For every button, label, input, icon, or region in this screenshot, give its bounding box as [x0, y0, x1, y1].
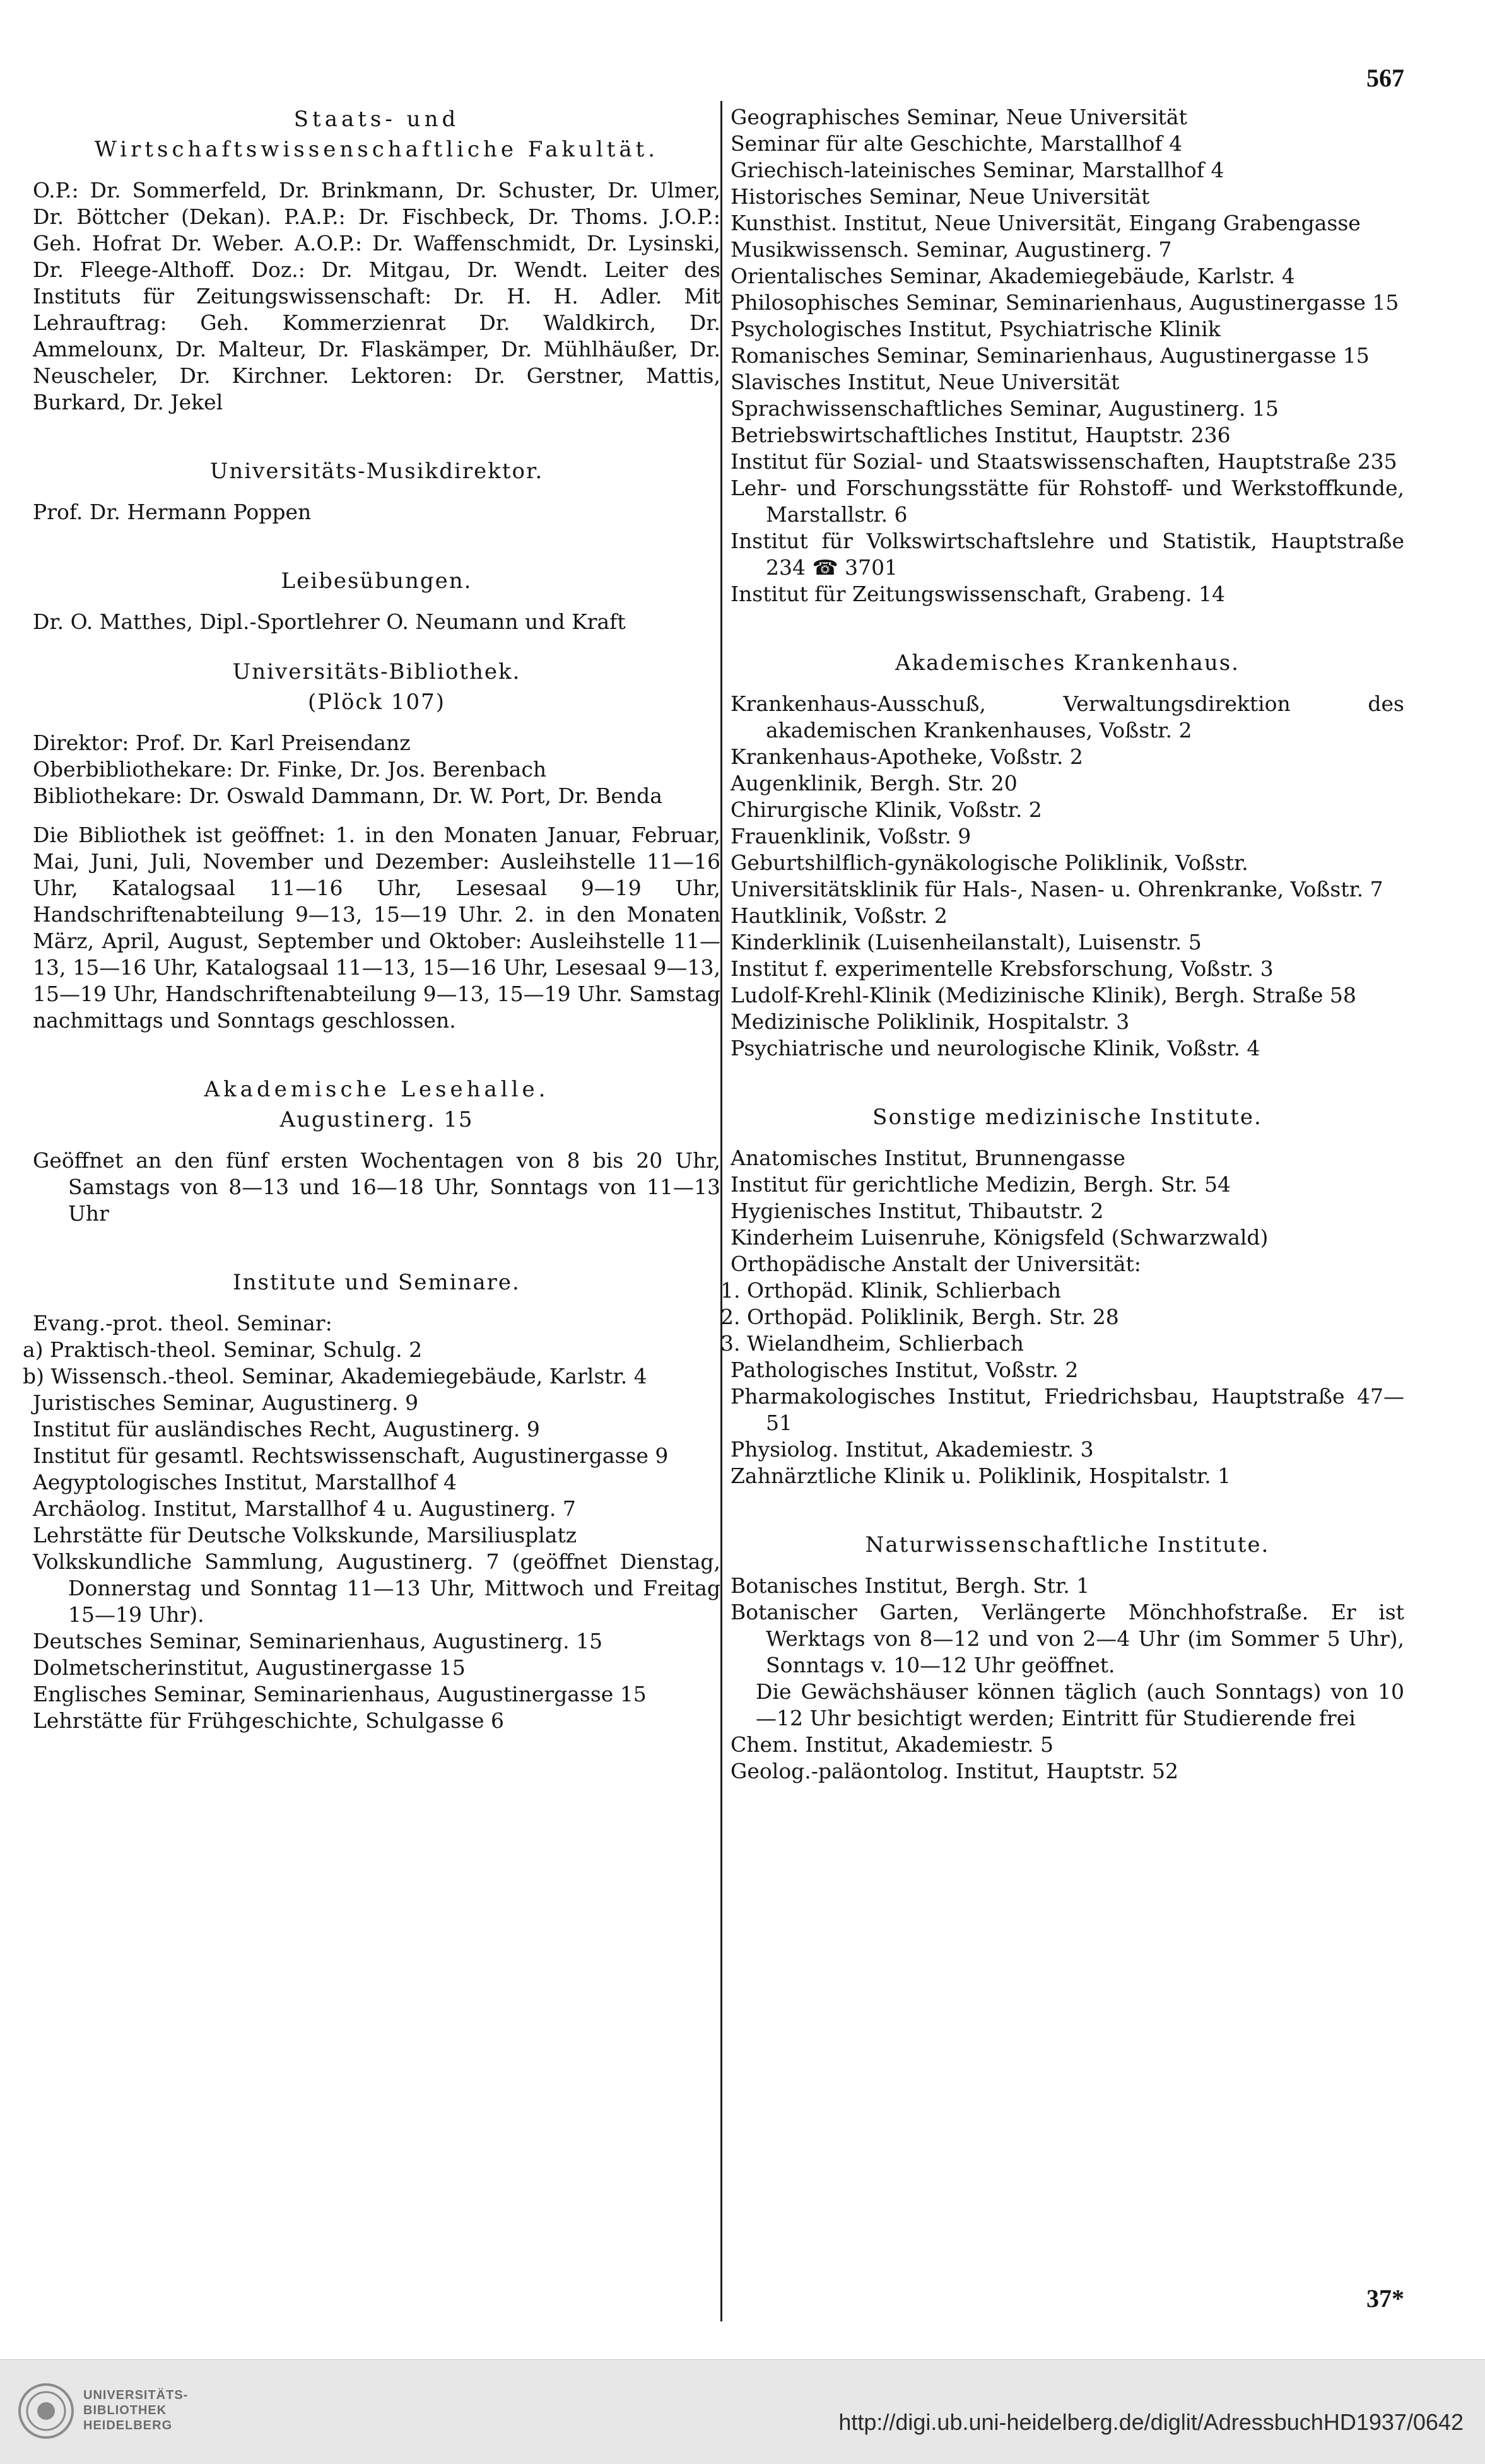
list-item: Frauenklinik, Voßstr. 9	[731, 824, 971, 848]
logo-line-3: HEIDELBERG	[83, 2419, 173, 2432]
list-item: Medizinische Poliklinik, Hospitalstr. 3	[731, 1009, 1130, 1034]
library-logo[interactable]	[18, 2376, 194, 2446]
list-item: Botanischer Garten, Verlängerte Mönchhofstraße. Er ist Werktags von 8—12 und von 2—4 Uhr (im Sommer 5 Uhr), Sonntags v. 10—12 Uhr geöffnet.	[731, 1600, 1404, 1677]
list-item: Sprachwissenschaftliches Seminar, Augustinerg. 15	[731, 396, 1279, 421]
list-item: Institut für ausländisches Recht, Augustinerg. 9	[33, 1417, 540, 1441]
logo-line-1: UNIVERSITÄTS-	[83, 2388, 189, 2402]
list-item: 2. Orthopäd. Poliklinik, Bergh. Str. 28	[720, 1305, 1119, 1329]
list-item: Kinderklinik (Luisenheilanstalt), Luisenstr. 5	[731, 930, 1202, 954]
library-title: Universitäts-Bibliothek.	[232, 659, 521, 684]
list-item: Lehr- und Forschungsstätte für Rohstoff- und Werkstoffkunde, Marstallstr. 6	[731, 476, 1404, 527]
list-item: Historisches Seminar, Neue Universität	[731, 184, 1150, 209]
music-director-text: Prof. Dr. Hermann Poppen	[33, 500, 312, 524]
list-item: Geographisches Seminar, Neue Universität	[731, 105, 1187, 129]
list-item: Geolog.-paläontolog. Institut, Hauptstr. 52	[731, 1759, 1178, 1783]
list-item: Dolmetscherinstitut, Augustinergasse 15	[33, 1655, 466, 1680]
right-column	[720, 104, 1404, 1785]
sport-title: Leibesübungen.	[281, 568, 472, 594]
list-item: Pharmakologisches Institut, Friedrichsbau, Hauptstraße 47—51	[731, 1384, 1404, 1435]
list-item: Botanisches Institut, Bergh. Str. 1	[731, 1573, 1090, 1598]
list-item: Englisches Seminar, Seminarienhaus, Augustinergasse 15	[33, 1682, 647, 1706]
library-director: Direktor: Prof. Dr. Karl Preisendanz	[33, 730, 411, 755]
list-item: Evang.-prot. theol. Seminar:	[33, 1311, 332, 1335]
sport-text: Dr. O. Matthes, Dipl.-Sportlehrer O. Neumann und Kraft	[33, 609, 626, 634]
list-item: Slavisches Institut, Neue Universität	[731, 370, 1120, 394]
list-item: Krankenhaus-Ausschuß, Verwaltungsdirektion des akademischen Krankenhauses, Voßstr. 2	[731, 691, 1404, 742]
page-number: 567	[1366, 64, 1404, 92]
list-item: Griechisch-lateinisches Seminar, Marstallhof 4	[731, 158, 1224, 182]
list-item: Institut für Sozial- und Staatswissenschaften, Hauptstraße 235	[731, 449, 1397, 474]
list-item: Betriebswirtschaftliches Institut, Hauptstr. 236	[731, 423, 1231, 447]
list-item: a) Praktisch-theol. Seminar, Schulg. 2	[23, 1337, 423, 1362]
list-item: Anatomisches Institut, Brunnengasse	[731, 1146, 1125, 1170]
institutes-title: Institute und Seminare.	[233, 1270, 520, 1295]
library-subtitle: (Plöck 107)	[307, 689, 446, 715]
list-item: Seminar für alte Geschichte, Marstallhof 4	[731, 131, 1183, 156]
list-item: Philosophisches Seminar, Seminarienhaus, Augustinergasse 15	[731, 290, 1399, 315]
source-url-link[interactable]: http://digi.ub.uni-heidelberg.de/diglit/AdressbuchHD1937/0642	[838, 2409, 1464, 2435]
list-item: Psychologisches Institut, Psychiatrische Klinik	[731, 317, 1221, 341]
list-item: Institut f. experimentelle Krebsforschung, Voßstr. 3	[731, 956, 1274, 981]
list-item: Institut für gerichtliche Medizin, Bergh. Str. 54	[731, 1172, 1231, 1197]
list-item: Lehrstätte für Frühgeschichte, Schulgasse 6	[33, 1708, 505, 1733]
list-item: Ludolf-Krehl-Klinik (Medizinische Klinik), Bergh. Straße 58	[731, 983, 1356, 1007]
list-item: Psychiatrische und neurologische Klinik, Voßstr. 4	[731, 1036, 1260, 1060]
list-item: Zahnärztliche Klinik u. Poliklinik, Hospitalstr. 1	[731, 1464, 1231, 1488]
list-item: Kinderheim Luisenruhe, Königsfeld (Schwarzwald)	[731, 1225, 1269, 1250]
list-item: Aegyptologisches Institut, Marstallhof 4	[33, 1470, 457, 1494]
list-item: Juristisches Seminar, Augustinerg. 9	[33, 1390, 419, 1415]
list-item: Orthopädische Anstalt der Universität:	[731, 1252, 1141, 1276]
list-item: Volkskundliche Sammlung, Augustinerg. 7 (geöffnet Dienstag, Donnerstag und Sonntag 11—13 Uhr, Mittwoch und Freitag 15—19 Uhr).	[33, 1549, 720, 1627]
library-opening-hours: Die Bibliothek ist geöffnet: 1. in den Monaten Januar, Februar, Mai, Juni, Juli, November und Dezember: Ausleihstelle 11—16 Uhr, Katalogsaal 11—16 Uhr, Lesesaal 9—19 Uhr, Handschriftenabteilung 9—13, 15—19 Uhr. 2. in den Monaten März, April, August, September und Oktober: Ausleihstelle 11—13, 15—16 Uhr, Katalogsaal 11—13, 15—16 Uhr, Lesesaal 9—13, 15—19 Uhr, Handschriftenabteilung 9—13, 15—19 Uhr. Samstag nachmittags und Sonntags geschlossen.	[33, 823, 720, 1033]
list-item: Deutsches Seminar, Seminarienhaus, Augustinerg. 15	[33, 1629, 603, 1653]
music-director-title: Universitäts-Musikdirektor.	[209, 459, 544, 484]
list-item: Geburtshilflich-gynäkologische Poliklinik, Voßstr.	[731, 850, 1248, 875]
list-item: Institut für Zeitungswissenschaft, Grabeng. 14	[731, 582, 1225, 606]
faculty-title-line2: Wirtschaftswissenschaftliche Fakultät.	[94, 137, 659, 162]
list-item: Chirurgische Klinik, Voßstr. 2	[731, 797, 1042, 822]
list-item: Hautklinik, Voßstr. 2	[731, 903, 948, 928]
science-institutes-title: Naturwissenschaftliche Institute.	[865, 1532, 1270, 1558]
list-item: Orientalisches Seminar, Akademiegebäude, Karlstr. 4	[731, 264, 1295, 288]
library-seal-icon	[18, 2383, 74, 2439]
medical-institutes-title: Sonstige medizinische Institute.	[872, 1105, 1262, 1130]
list-item: Chem. Institut, Akademiestr. 5	[731, 1732, 1054, 1757]
list-item: Lehrstätte für Deutsche Volkskunde, Marsiliusplatz	[33, 1523, 577, 1547]
library-senior-librarians: Oberbibliothekare: Dr. Finke, Dr. Jos. Berenbach	[33, 757, 547, 782]
faculty-staff-text: O.P.: Dr. Sommerfeld, Dr. Brinkmann, Dr. Schuster, Dr. Ulmer, Dr. Böttcher (Dekan). P.A.P.: Dr. Fischbeck, Dr. Thoms. J.O.P.: Geh. Hofrat Dr. Weber. A.O.P.: Dr. Waffenschmidt, Dr. Lysinski, Dr. Fleege-Althoff. Doz.: Dr. Mitgau, Dr. Wendt. Leiter des Instituts für Zeitungswissenschaft: Dr. H. H. Adler. Mit Lehrauftrag: Geh. Kommerzienrat Dr. Waldkirch, Dr. Ammelounx, Dr. Malteur, Dr. Flaskämper, Dr. Mühlhäußer, Dr. Neuscheler, Dr. Kirchner. Lektoren: Dr. Gerstner, Mattis, Burkard, Dr. Jekel	[33, 178, 720, 414]
list-item: Universitätsklinik für Hals-, Nasen- u. Ohrenkranke, Voßstr. 7	[731, 877, 1383, 901]
list-item: Institut für Volkswirtschaftslehre und Statistik, Hauptstraße 234 ☎ 3701	[731, 529, 1404, 580]
list-item: Augenklinik, Bergh. Str. 20	[731, 771, 1018, 795]
logo-line-2: BIBLIOTHEK	[83, 2403, 167, 2417]
list-item: Die Gewächshäuser können täglich (auch Sonntags) von 10—12 Uhr besichtigt werden; Eintritt für Studierende frei	[756, 1679, 1404, 1730]
library-logo-text	[83, 2388, 188, 2433]
reading-hall-title: Akademische Lesehalle.	[204, 1077, 549, 1102]
list-item: Physiolog. Institut, Akademiestr. 3	[731, 1437, 1094, 1462]
list-item: Archäolog. Institut, Marstallhof 4 u. Augustinerg. 7	[33, 1496, 576, 1521]
list-item: 3. Wielandheim, Schlierbach	[720, 1331, 1024, 1356]
reading-hall-hours: Geöffnet an den fünf ersten Wochentagen von 8 bis 20 Uhr, Samstags von 8—13 und 16—18 Uhr, Sonntags von 11—13 Uhr	[33, 1148, 720, 1226]
list-item: Institut für gesamtl. Rechtswissenschaft, Augustinergasse 9	[33, 1443, 669, 1468]
reading-hall-subtitle: Augustinerg. 15	[279, 1107, 474, 1132]
list-item: Romanisches Seminar, Seminarienhaus, Augustinergasse 15	[731, 343, 1370, 368]
list-item: Krankenhaus-Apotheke, Voßstr. 2	[731, 744, 1083, 769]
page-signature: 37*	[1366, 2284, 1404, 2313]
faculty-title-line1: Staats- und	[293, 107, 460, 132]
list-item: 1. Orthopäd. Klinik, Schlierbach	[720, 1278, 1061, 1303]
column-divider	[720, 101, 722, 2321]
library-librarians: Bibliothekare: Dr. Oswald Dammann, Dr. W. Port, Dr. Benda	[33, 783, 662, 808]
list-item: Hygienisches Institut, Thibautstr. 2	[731, 1199, 1104, 1223]
list-item: Pathologisches Institut, Voßstr. 2	[731, 1358, 1079, 1382]
list-item: Musikwissensch. Seminar, Augustinerg. 7	[731, 237, 1172, 262]
list-item: Kunsthist. Institut, Neue Universität, Eingang Grabengasse	[731, 211, 1361, 235]
footer-bar	[0, 2359, 1485, 2464]
left-column	[23, 104, 720, 1734]
hospital-title: Akademisches Krankenhaus.	[895, 650, 1240, 676]
list-item: b) Wissensch.-theol. Seminar, Akademiegebäude, Karlstr. 4	[23, 1364, 647, 1388]
